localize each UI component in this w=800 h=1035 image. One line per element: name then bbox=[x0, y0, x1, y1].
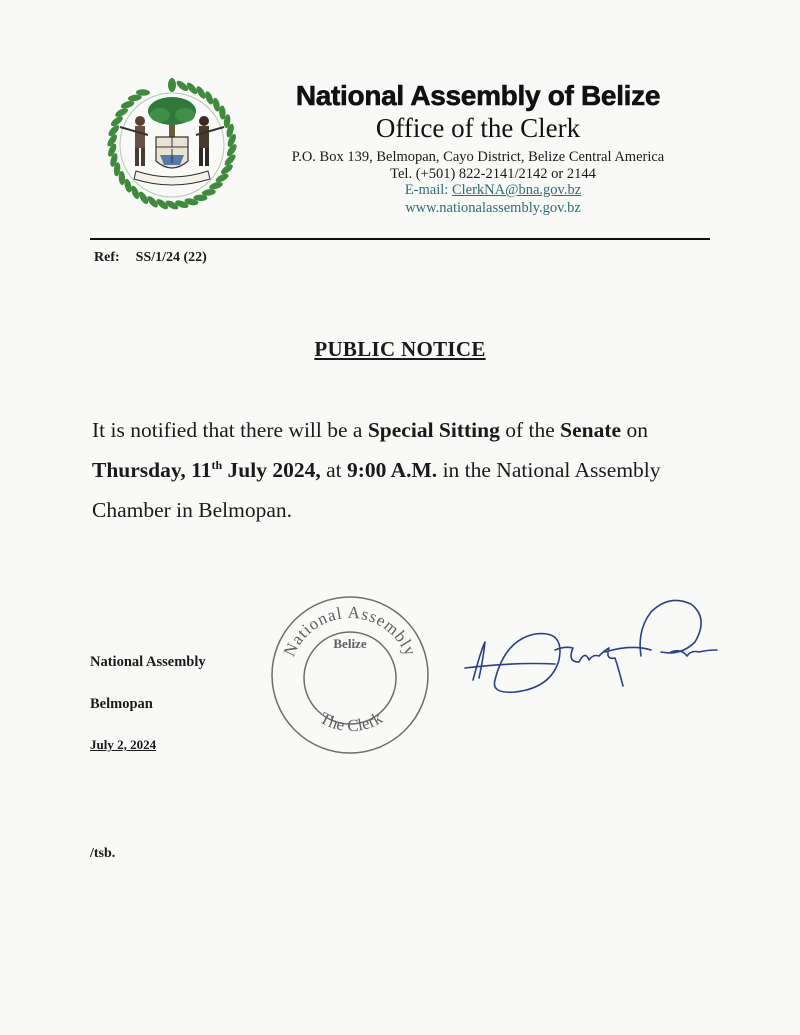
stamp-bottom-text: The Clerk bbox=[316, 708, 386, 736]
reference-value: SS/1/24 (22) bbox=[135, 250, 207, 265]
notice-day-suffix: th bbox=[211, 457, 223, 472]
notice-text-1: It is notified that there will be a bbox=[92, 418, 368, 442]
notice-day: Thursday, 11 bbox=[92, 458, 212, 482]
notice-text-5: in the National Assembly Chamber in Belmopan. bbox=[92, 458, 661, 522]
notice-title bbox=[0, 337, 800, 362]
phone-numbers: Tel. (+501) 822-2141/2142 or 2144 bbox=[390, 166, 596, 182]
belize-coat-of-arms-logo bbox=[100, 75, 245, 215]
organization-name: National Assembly of Belize bbox=[295, 80, 661, 111]
email-label: E-mail: bbox=[404, 182, 452, 198]
signoff-location: Belmopan bbox=[90, 696, 153, 712]
stamp-top-text: National Assembly bbox=[279, 602, 421, 660]
svg-text:The Clerk bbox=[317, 708, 386, 735]
typist-initials: /tsb. bbox=[90, 846, 116, 861]
notice-text-2: of the bbox=[499, 418, 561, 442]
clerk-signature bbox=[455, 590, 745, 720]
signoff-date: July 2, 2024 bbox=[90, 737, 157, 752]
stamp-center-text: Belize bbox=[333, 636, 367, 651]
notice-title-text: PUBLIC NOTICE bbox=[314, 337, 486, 361]
notice-time: 9:00 A.M. bbox=[347, 458, 438, 482]
office-name: Office of the Clerk bbox=[375, 113, 581, 143]
email-link[interactable]: ClerkNA@bna.gov.bz bbox=[451, 182, 582, 198]
signoff-institution: National Assembly bbox=[90, 654, 206, 670]
postal-address: P.O. Box 139, Belmopan, Cayo District, Belize Central America bbox=[291, 149, 665, 165]
notice-month-year: July 2024, bbox=[222, 458, 321, 482]
notice-text-4: at bbox=[320, 458, 348, 482]
website-link[interactable]: www.nationalassembly.gov.bz bbox=[405, 200, 581, 216]
notice-body bbox=[92, 410, 732, 530]
notice-event-type: Special Sitting bbox=[367, 418, 500, 442]
clerk-official-stamp bbox=[268, 590, 433, 755]
email-line bbox=[283, 182, 703, 199]
notice-chamber: Senate bbox=[560, 418, 622, 442]
reference-line bbox=[94, 250, 207, 266]
header-divider bbox=[90, 238, 710, 240]
reference-label: Ref: bbox=[94, 250, 120, 265]
notice-text-3: on bbox=[621, 418, 648, 442]
